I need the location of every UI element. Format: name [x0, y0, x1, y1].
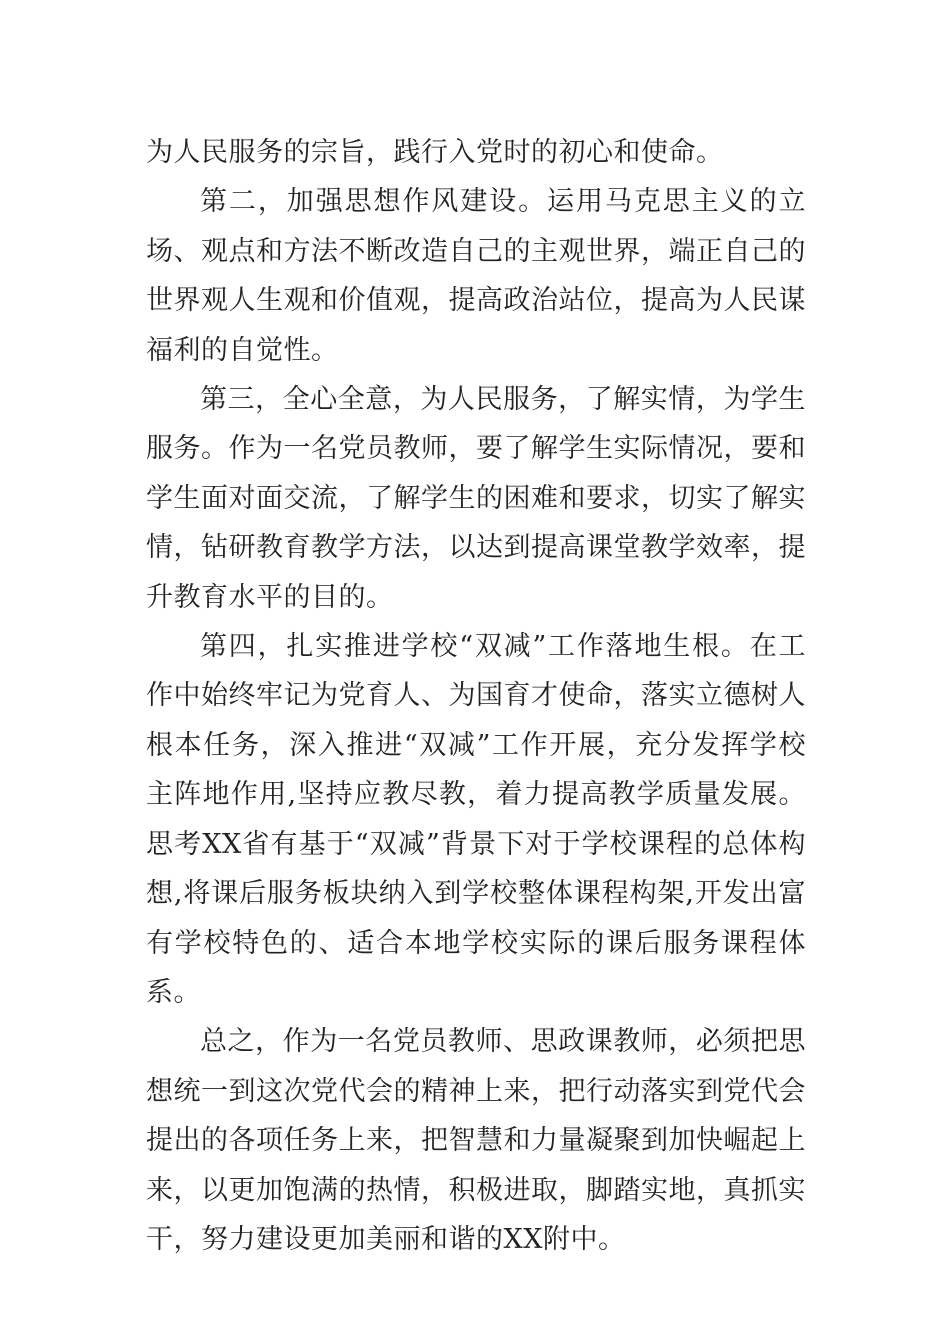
paragraph-third: 第三，全心全意，为人民服务，了解实情，为学生服务。作为一名党员教师，要了解学生实际情况，要和学生面对面交流，了解学生的困难和要求，切实了解实情，钻研教育教学方法，以达到提高课堂教学效率，提升教育水平的目的。	[146, 384, 806, 613]
paragraph-continuation: 为人民服务的宗旨，践行入党时的初心和使命。	[146, 137, 724, 168]
paragraph-conclusion: 总之，作为一名党员教师、思政课教师，必须把思想统一到这次党代会的精神上来，把行动落实到党代会提出的各项任务上来，把智慧和力量凝聚到加快崛起上来，以更加饱满的热情，积极进取，脚踏实地，真抓实干，努力建设更加美丽和谐的XX附中。	[146, 1026, 806, 1255]
paragraph-fourth: 第四，扎实推进学校“双减”工作落地生根。在工作中始终牢记为党育人、为国育才使命，落实立德树人根本任务，深入推进“双减”工作开展，充分发挥学校主阵地作用,坚持应教尽教，着力提高教学质量发展。思考XX省有基于“双减”背景下对于学校课程的总体构想,将课后服务板块纳入到学校整体课程构架,开发出富有学校特色的、适合本地学校实际的课后服务课程体系。	[146, 631, 806, 1008]
document-body	[146, 128, 806, 1264]
paragraph-second: 第二，加强思想作风建设。运用马克思主义的立场、观点和方法不断改造自己的主观世界，端正自己的世界观人生观和价值观，提高政治站位，提高为人民谋福利的自觉性。	[146, 186, 806, 366]
